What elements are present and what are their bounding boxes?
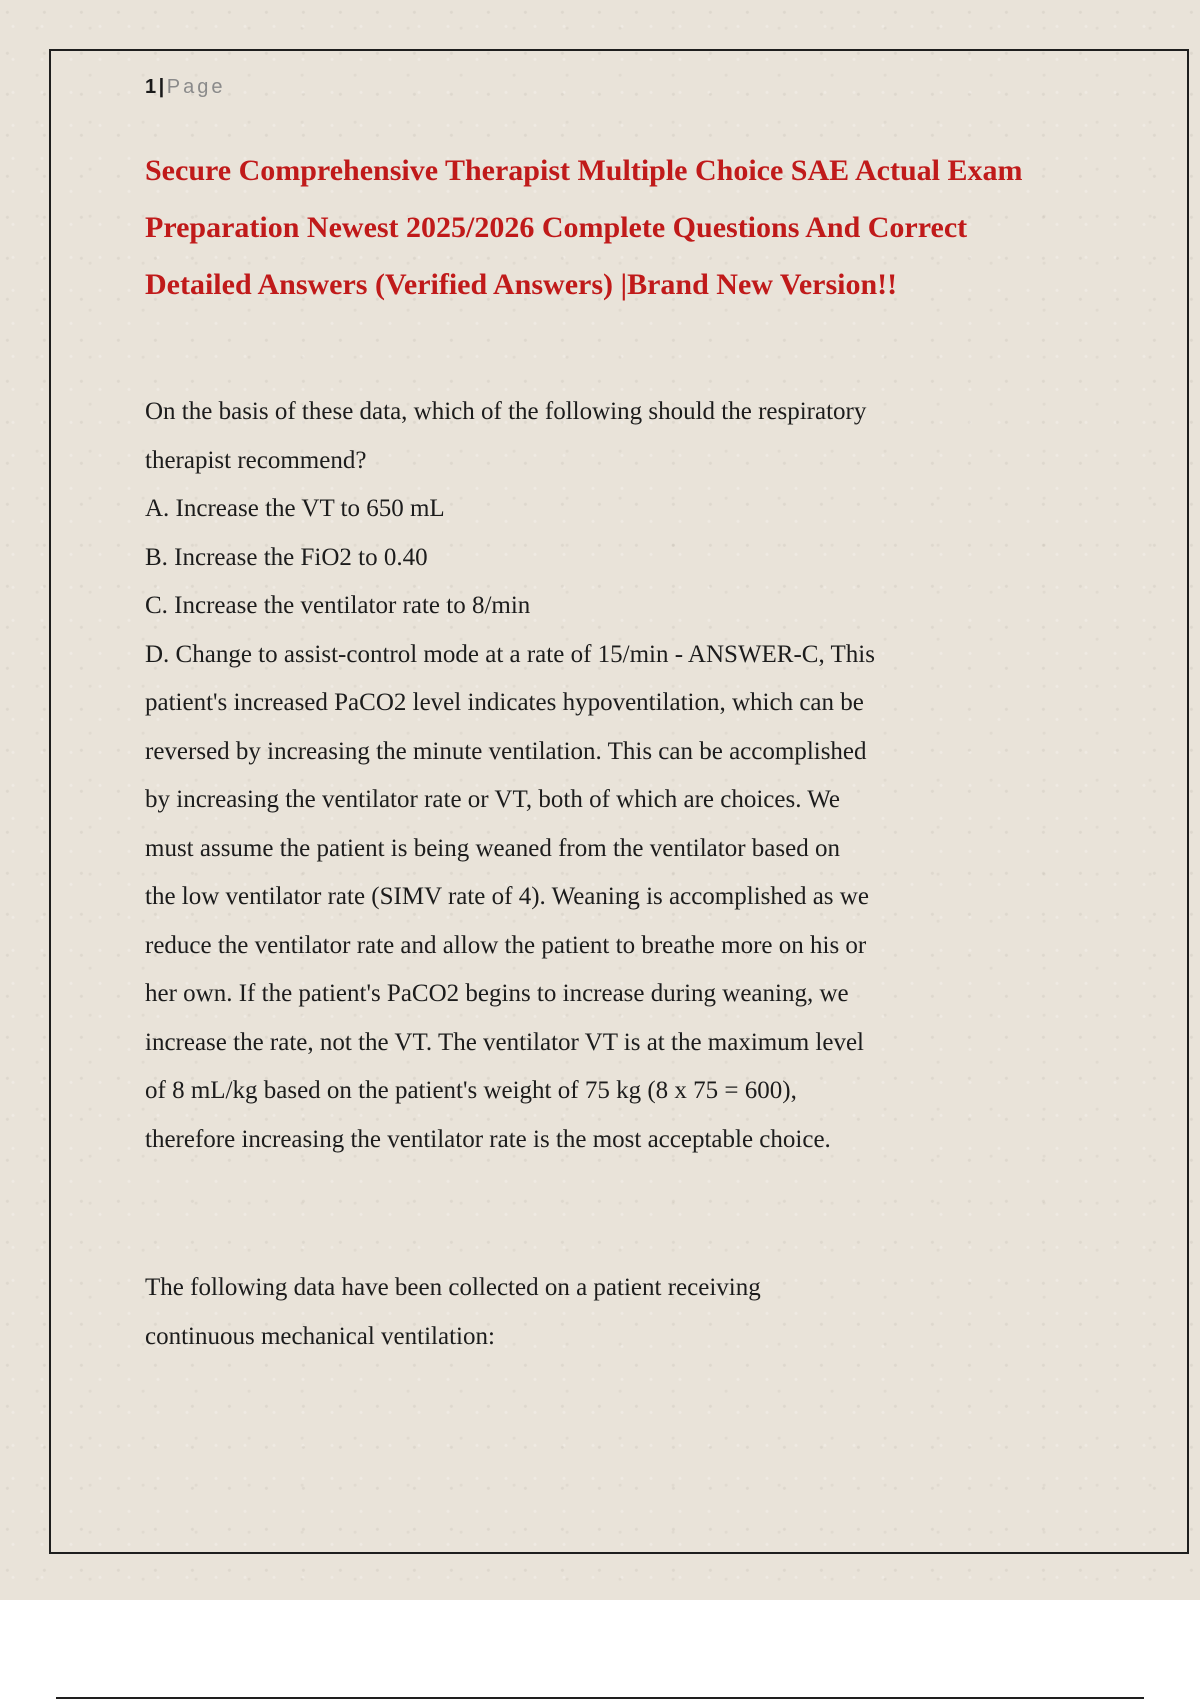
question-line: continuous mechanical ventilation: [145, 1322, 495, 1350]
option-b: B. Increase the FiO2 to 0.40 [145, 543, 428, 571]
option-c: C. Increase the ventilator rate to 8/min [145, 592, 531, 619]
page-word: Page [166, 76, 226, 98]
title-line: Preparation Newest 2025/2026 Complete Questions And Correct [145, 211, 968, 244]
page-number: 1 [145, 76, 157, 98]
document-title [145, 142, 1105, 313]
page-separator: | [158, 76, 165, 98]
explanation-line: the low ventilator rate (SIMV rate of 4). Weaning is accomplished as we [145, 883, 869, 910]
explanation-line: increase the rate, not the VT. The ventilator VT is at the maximum level [145, 1028, 865, 1056]
explanation-line: must assume the patient is being weaned from the ventilator based on [145, 834, 840, 862]
explanation-line: by increasing the ventilator rate or VT, both of which are choices. We [145, 786, 840, 813]
explanation-line: of 8 mL/kg based on the patient's weight of 75 kg (8 x 75 = 600), [145, 1077, 797, 1104]
option-d-answer: D. Change to assist-control mode at a rate of 15/min - ANSWER-C, This [145, 640, 875, 668]
question-answer-block [145, 388, 1095, 1164]
option-a: A. Increase the VT to 650 mL [145, 495, 445, 522]
explanation-line: her own. If the patient's PaCO2 begins to increase during weaning, we [145, 980, 849, 1007]
question-line: therapist recommend? [145, 446, 367, 474]
footer-divider [56, 1697, 1144, 1699]
page-number-header [145, 76, 225, 99]
title-line: Detailed Answers (Verified Answers) |Brand New Version!! [145, 268, 898, 301]
title-line: Secure Comprehensive Therapist Multiple Choice SAE Actual Exam [145, 154, 1023, 187]
explanation-line: reversed by increasing the minute ventilation. This can be accomplished [145, 737, 867, 765]
explanation-line: patient's increased PaCO2 level indicates hypoventilation, which can be [145, 689, 864, 716]
question-line: On the basis of these data, which of the following should the respiratory [145, 398, 867, 425]
next-question-block [145, 1264, 1095, 1361]
question-line: The following data have been collected on a patient receiving [145, 1274, 761, 1301]
explanation-line: therefore increasing the ventilator rate is the most acceptable choice. [145, 1125, 831, 1153]
explanation-line: reduce the ventilator rate and allow the patient to breathe more on his or [145, 931, 867, 959]
